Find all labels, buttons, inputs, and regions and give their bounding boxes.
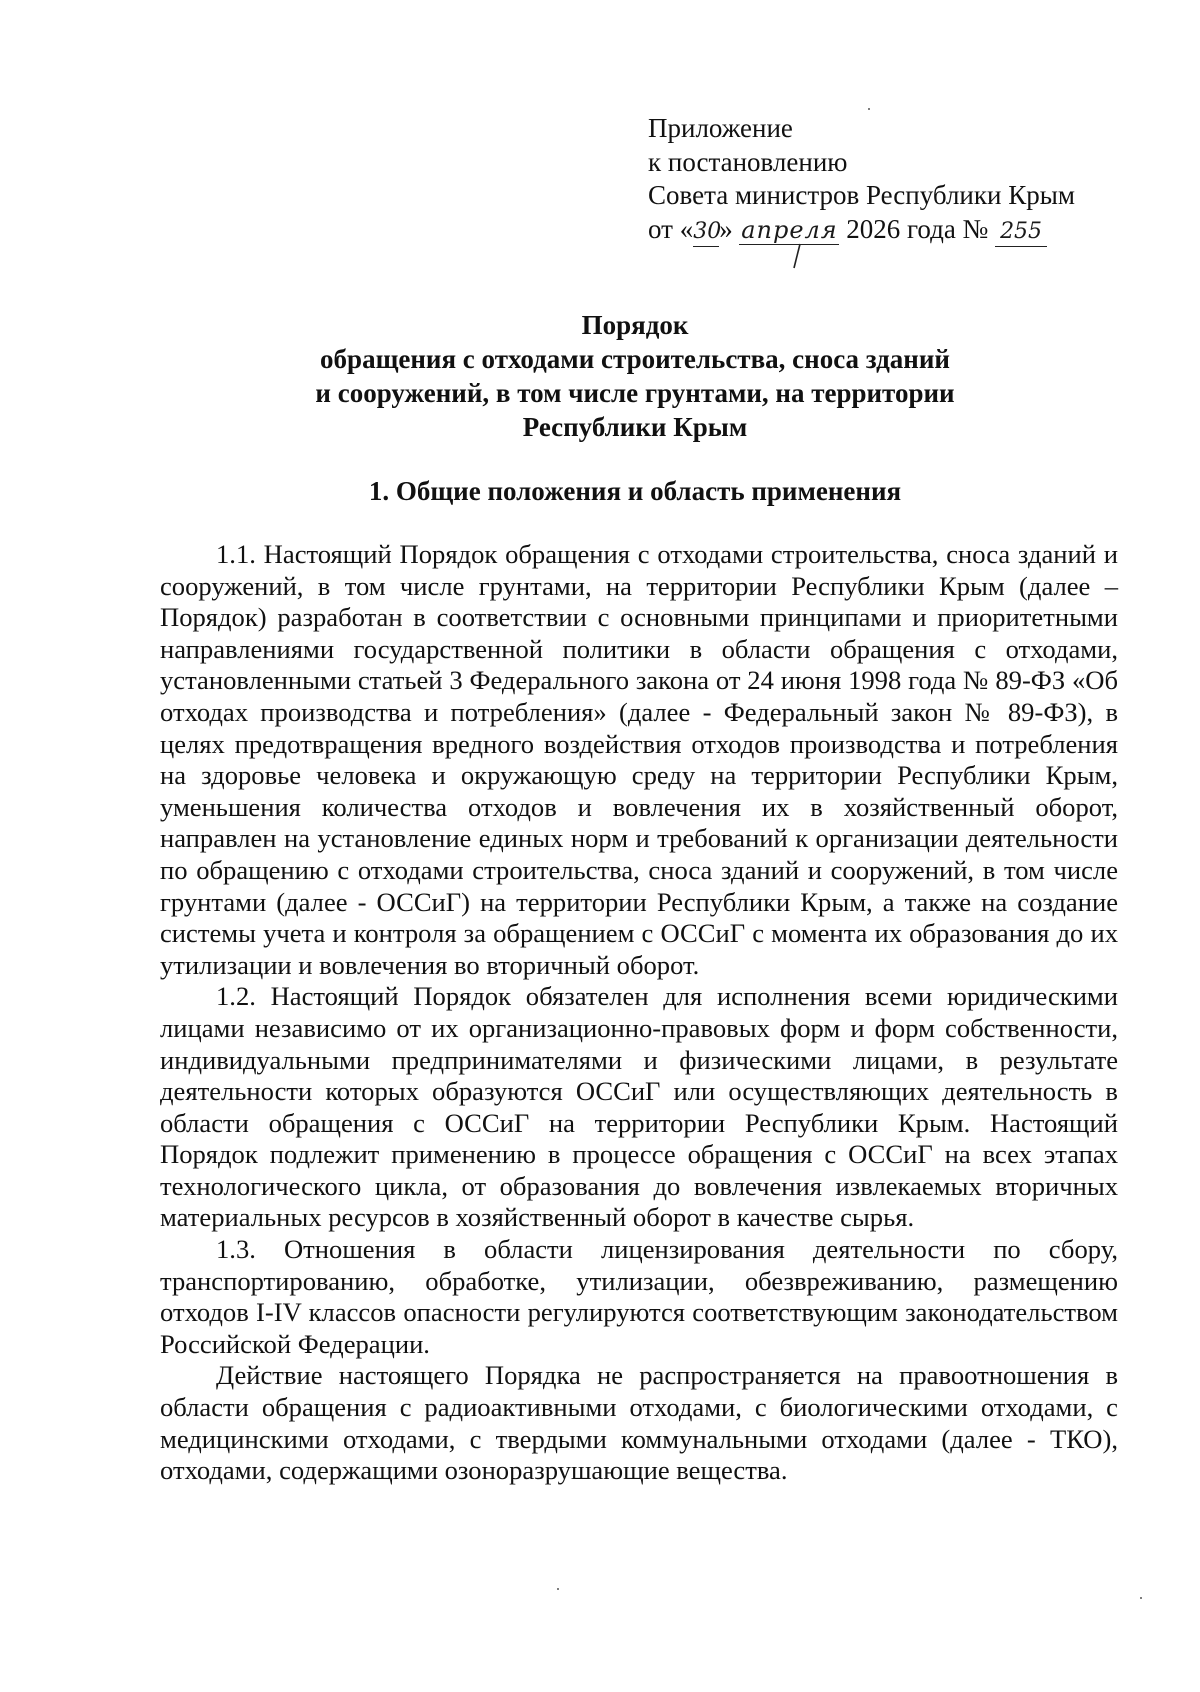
date-prefix: от «	[648, 213, 694, 244]
date-mid: »	[719, 213, 740, 244]
appendix-date-line	[648, 213, 1148, 247]
paragraph-1-1: 1.1. Настоящий Порядок обращения с отходами строительства, сноса зданий и сооружений, в том числе грунтами, на территории Республики Крым (далее – Порядок) разработан в соответствии с основными принципами и приоритетными направлениями государственной политики в области обращения с отходами, установленными статьей 3 Федерального закона от 24 июня 1998 года № 89-ФЗ «Об отходах производства и потребления» (далее - Федеральный закон № 89-ФЗ), в целях предотвращения вредного воздействия отходов производства и потребления на здоровье человека и окружающую среду на территории Республики Крым, уменьшения количества отходов и вовлечения их в хозяйственный оборот, направлен на установление единых норм и требований к организации деятельности по обращению с отходами строительства, сноса зданий и сооружений, в том числе грунтами (далее - ОССиГ) на территории Республики Крым, а также на создание системы учета и контроля за обращением с ОССиГ с момента их образования до их утилизации и вовлечения во вторичный оборот.	[160, 539, 1118, 980]
title-line-2: обращения с отходами строительства, сноса зданий	[320, 344, 950, 374]
paragraph-1-3: 1.3. Отношения в области лицензирования деятельности по сбору, транспортированию, обработке, утилизации, обезвреживанию, размещению отходов I-IV классов опасности регулируются соответствующим законодательством Российской Федерации.	[160, 1234, 1118, 1359]
handwritten-number: 255	[995, 218, 1047, 247]
pen-stroke-mark	[790, 243, 804, 269]
scan-speck	[868, 108, 870, 110]
title-line-4: Республики Крым	[522, 412, 748, 442]
handwritten-day: 30	[693, 218, 719, 247]
handwritten-month: апреля	[741, 215, 838, 244]
appendix-header	[648, 112, 1148, 247]
date-year: 2026 года №	[839, 213, 996, 244]
section-body	[160, 539, 1118, 1487]
appendix-authority: Совета министров Республики Крым	[648, 180, 1075, 210]
appendix-resolution-ref: к постановлению	[648, 146, 848, 177]
appendix-label: Приложение	[648, 113, 793, 143]
title-line-1: Порядок	[581, 310, 689, 340]
scan-speck	[1140, 1597, 1142, 1599]
scan-speck	[557, 1588, 559, 1590]
title-line-3: и сооружений, в том числе грунтами, на территории	[315, 378, 955, 408]
paragraph-exclusions: Действие настоящего Порядка не распространяется на правоотношения в области обращения с радиоактивными отходами, с биологическими отходами, с медицинскими отходами, с твердыми коммунальными отходами (далее - ТКО), отходами, содержащими озоноразрушающие вещества.	[160, 1360, 1118, 1486]
section-heading: 1. Общие положения и область применения	[368, 476, 902, 506]
paragraph-1-2: 1.2. Настоящий Порядок обязателен для исполнения всеми юридическими лицами независимо от их организационно-правовых форм и форм собственности, индивидуальными предпринимателями и физическими лицами, в результате деятельности которых образуются ОССиГ или осуществляющих деятельность в области обращения с ОССиГ на территории Республики Крым. Настоящий Порядок подлежит применению в процессе обращения с ОССиГ на всех этапах технологического цикла, от образования до вовлечения извлекаемых вторичных материальных ресурсов в хозяйственный оборот в качестве сырья.	[160, 981, 1118, 1233]
document-title	[150, 308, 1120, 444]
